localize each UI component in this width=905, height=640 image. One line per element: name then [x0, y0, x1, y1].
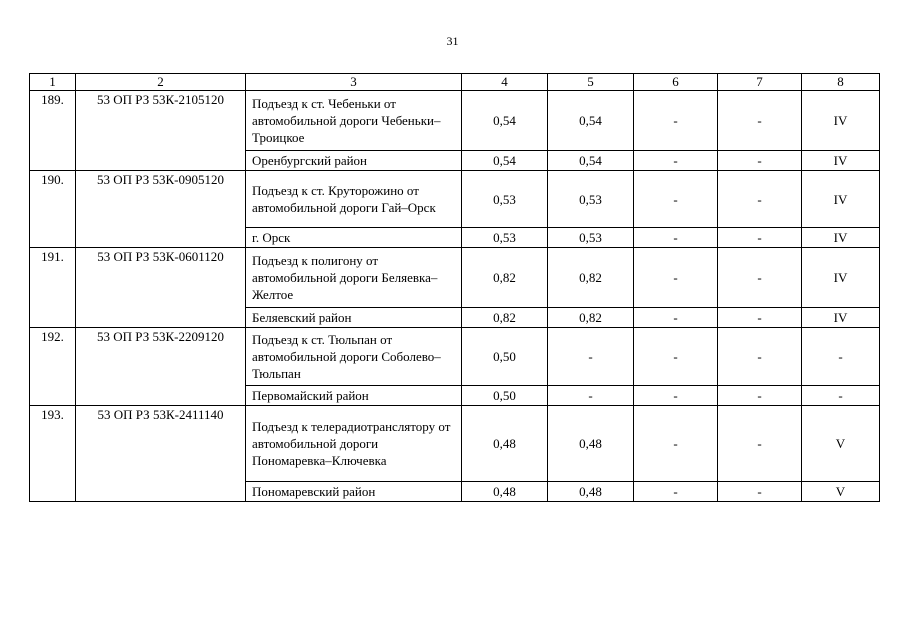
district-cell-c5: 0,53	[548, 228, 634, 248]
district-cell-c4: 0,50	[462, 386, 548, 406]
road-row	[30, 406, 880, 482]
road-row	[30, 248, 880, 308]
cell-c6: -	[634, 406, 718, 482]
road-name: Подъезд к ст. Чебеньки от автомобильной дороги Чебеньки–Троицкое	[246, 91, 462, 151]
column-header: 8	[802, 74, 880, 91]
district-cell-c6: -	[634, 386, 718, 406]
row-number: 193.	[30, 406, 76, 502]
cell-c6: -	[634, 171, 718, 228]
road-code: 53 ОП РЗ 53К-2209120	[76, 328, 246, 406]
road-name: Подъезд к полигону от автомобильной дороги Беляевка–Желтое	[246, 248, 462, 308]
road-name: Подъезд к ст. Тюльпан от автомобильной дороги Соболево–Тюльпан	[246, 328, 462, 386]
district-cell-c4: 0,48	[462, 482, 548, 502]
road-code: 53 ОП РЗ 53К-0905120	[76, 171, 246, 248]
district-name: Оренбургский район	[246, 151, 462, 171]
cell-c4: 0,54	[462, 91, 548, 151]
district-cell-c5: 0,82	[548, 308, 634, 328]
column-header: 1	[30, 74, 76, 91]
cell-c8: IV	[802, 91, 880, 151]
column-header: 5	[548, 74, 634, 91]
district-cell-c7: -	[718, 151, 802, 171]
district-cell-c7: -	[718, 386, 802, 406]
district-cell-c4: 0,54	[462, 151, 548, 171]
district-name: Беляевский район	[246, 308, 462, 328]
cell-c8: IV	[802, 171, 880, 228]
district-cell-c7: -	[718, 308, 802, 328]
column-header: 6	[634, 74, 718, 91]
road-code: 53 ОП РЗ 53К-2411140	[76, 406, 246, 502]
page-number: 31	[446, 34, 459, 48]
district-cell-c5: -	[548, 386, 634, 406]
cell-c8: IV	[802, 248, 880, 308]
road-code: 53 ОП РЗ 53К-0601120	[76, 248, 246, 328]
district-name: Пономаревский район	[246, 482, 462, 502]
district-cell-c6: -	[634, 228, 718, 248]
row-number: 190.	[30, 171, 76, 248]
cell-c4: 0,50	[462, 328, 548, 386]
table-body	[30, 74, 880, 502]
cell-c8: -	[802, 328, 880, 386]
district-cell-c8: -	[802, 386, 880, 406]
district-cell-c8: V	[802, 482, 880, 502]
cell-c7: -	[718, 248, 802, 308]
cell-c7: -	[718, 171, 802, 228]
cell-c5: 0,53	[548, 171, 634, 228]
column-header: 7	[718, 74, 802, 91]
cell-c5: 0,54	[548, 91, 634, 151]
road-name: Подъезд к ст. Круторожино от автомобильной дороги Гай–Орск	[246, 171, 462, 228]
district-cell-c6: -	[634, 308, 718, 328]
cell-c6: -	[634, 328, 718, 386]
row-number: 189.	[30, 91, 76, 171]
cell-c7: -	[718, 328, 802, 386]
district-cell-c4: 0,53	[462, 228, 548, 248]
district-name: г. Орск	[246, 228, 462, 248]
district-cell-c7: -	[718, 482, 802, 502]
cell-c6: -	[634, 91, 718, 151]
cell-c8: V	[802, 406, 880, 482]
cell-c4: 0,82	[462, 248, 548, 308]
column-header: 3	[246, 74, 462, 91]
column-header: 2	[76, 74, 246, 91]
district-cell-c8: IV	[802, 151, 880, 171]
district-name: Первомайский район	[246, 386, 462, 406]
header-row	[30, 74, 880, 91]
district-cell-c8: IV	[802, 228, 880, 248]
cell-c5: 0,48	[548, 406, 634, 482]
district-cell-c7: -	[718, 228, 802, 248]
road-name: Подъезд к телерадиотранслятору от автомобильной дороги Пономаревка–Ключевка	[246, 406, 462, 482]
road-row	[30, 171, 880, 228]
column-header: 4	[462, 74, 548, 91]
row-number: 191.	[30, 248, 76, 328]
cell-c6: -	[634, 248, 718, 308]
district-cell-c5: 0,54	[548, 151, 634, 171]
cell-c7: -	[718, 406, 802, 482]
district-cell-c6: -	[634, 482, 718, 502]
district-cell-c5: 0,48	[548, 482, 634, 502]
cell-c7: -	[718, 91, 802, 151]
road-code: 53 ОП РЗ 53К-2105120	[76, 91, 246, 171]
district-cell-c6: -	[634, 151, 718, 171]
cell-c4: 0,53	[462, 171, 548, 228]
cell-c5: -	[548, 328, 634, 386]
roads-table	[29, 73, 880, 502]
district-cell-c4: 0,82	[462, 308, 548, 328]
cell-c5: 0,82	[548, 248, 634, 308]
district-cell-c8: IV	[802, 308, 880, 328]
cell-c4: 0,48	[462, 406, 548, 482]
road-row	[30, 328, 880, 386]
row-number: 192.	[30, 328, 76, 406]
road-row	[30, 91, 880, 151]
